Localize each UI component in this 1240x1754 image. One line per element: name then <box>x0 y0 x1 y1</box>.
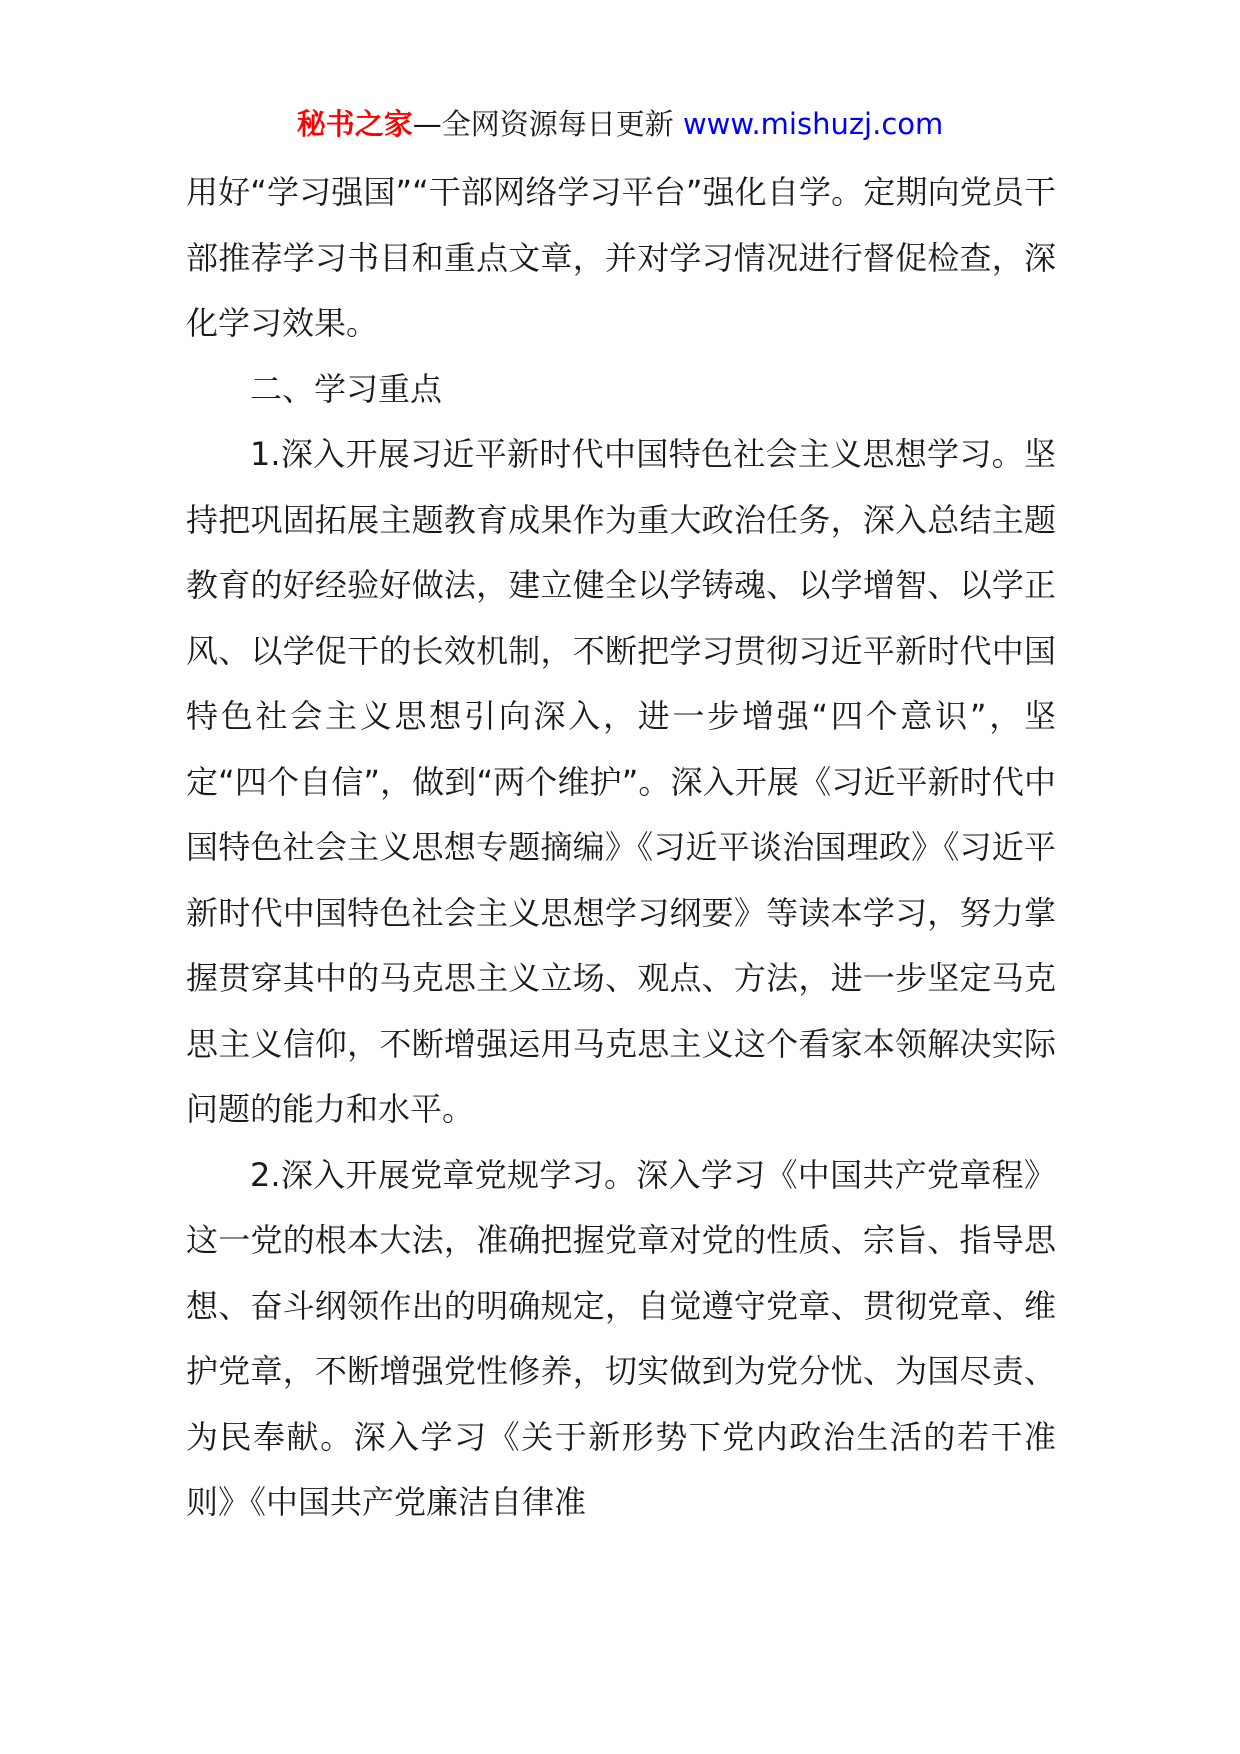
site-header <box>0 100 1240 148</box>
document-body <box>186 160 1056 1536</box>
site-url-link[interactable]: www.mishuzj.com <box>682 107 944 141</box>
paragraph-item-1: 1.深入开展习近平新时代中国特色社会主义思想学习。坚持把巩固拓展主题教育成果作为重大政治任务，深入总结主题教育的好经验好做法，建立健全以学铸魂、以学增智、以学正风、以学促干的长效机制，不断把学习贯彻习近平新时代中国特色社会主义思想引向深入，进一步增强“四个意识”，坚定“四个自信”，做到“两个维护”。深入开展《习近平新时代中国特色社会主义思想专题摘编》《习近平谈治国理政》《习近平新时代中国特色社会主义思想学习纲要》等读本学习，努力掌握贯穿其中的马克思主义立场、观点、方法，进一步坚定马克思主义信仰，不断增强运用马克思主义这个看家本领解决实际问题的能力和水平。 <box>186 435 1056 1128</box>
brand-name: 秘书之家 <box>296 107 413 141</box>
section-heading: 二、学习重点 <box>250 369 443 408</box>
header-tagline: —全网资源每日更新 <box>412 107 674 141</box>
paragraph-continuation: 用好“学习强国”“干部网络学习平台”强化自学。定期向党员干部推荐学习书目和重点文章，并对学习情况进行督促检查，深化学习效果。 <box>186 173 1056 342</box>
paragraph-item-2: 2.深入开展党章党规学习。深入学习《中国共产党章程》这一党的根本大法，准确把握党章对党的性质、宗旨、指导思想、奋斗纲领作出的明确规定，自觉遵守党章、贯彻党章、维护党章，不断增强党性修养，切实做到为党分忧、为国尽责、为民奉献。深入学习《关于新形势下党内政治生活的若干准则》《中国共产党廉洁自律准 <box>186 1155 1056 1521</box>
